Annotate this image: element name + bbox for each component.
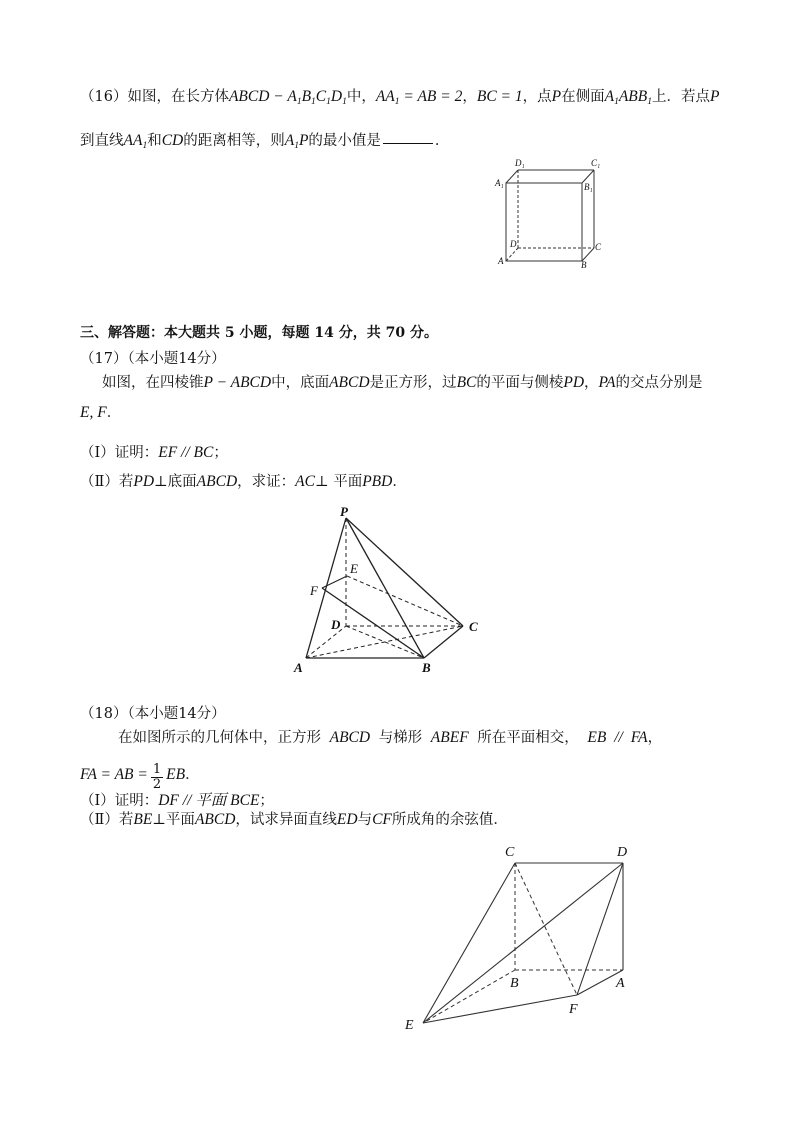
label-C: C: [505, 845, 515, 860]
q18-header: （18）（本小题14分）: [80, 706, 226, 722]
edge-fe: [322, 576, 347, 588]
label-A: A: [616, 976, 625, 991]
label-C: C: [595, 242, 602, 252]
label-B: B: [581, 260, 587, 270]
q16-cuboid-figure: [490, 158, 610, 270]
fraction-half: $\frac{1}{2}$: [152, 762, 162, 792]
label-A1: A₁: [495, 178, 504, 188]
label-C: C: [469, 619, 478, 634]
edge-a1d1: [506, 170, 518, 183]
label-P: P: [340, 504, 348, 519]
label-B: B: [422, 660, 431, 675]
q17-part2: （Ⅱ）若PD⊥底面ABCD，求证：AC⊥ 平面PBD．: [80, 473, 407, 490]
answer-blank: [383, 142, 433, 144]
q17-line1: 如图，在四棱锥P − ABCD中，底面ABCD是正方形，过BC的平面与侧棱PD，PA的交点分别是: [102, 374, 703, 391]
q18-line2: FA = AB = $\frac{1}{2}$ EB．: [80, 762, 200, 792]
label-E: E: [350, 561, 358, 576]
q17-part1: （Ⅰ）证明：EF // BC；: [80, 444, 228, 461]
q16-line2: 到直线$AA_1$和CD的距离相等，则$A_1P$的最小值是 ．: [80, 132, 450, 151]
label-D: D: [331, 617, 341, 632]
q18-part2: （Ⅱ）若BE⊥平面ABCD，试求异面直线ED与CF所成角的余弦值．: [80, 811, 508, 828]
q16-line1: （16）如图，在长方体ABCD − $A_1B_1C_1D_1$中，$AA_1$ = AB = 2，BC = 1，点P在侧面$A_1ABB_1$上．若点P: [80, 88, 720, 107]
q17-header: （17）（本小题14分）: [80, 351, 226, 367]
label-F: F: [569, 1002, 578, 1017]
section-3-header: 三、解答题：本大题共 5 小题，每题 14 分，共 70 分。: [80, 325, 438, 341]
edge-pc: [346, 518, 463, 626]
q17-pyramid-figure: [290, 505, 490, 677]
label-A: A: [498, 256, 504, 266]
label-E: E: [405, 1018, 414, 1033]
q18-line1: 在如图所示的几何体中，正方形 ABCD 与梯形 ABEF 所在平面相交， EB // FA，: [118, 729, 663, 746]
edge-de: [423, 863, 623, 1023]
edge-pb: [346, 518, 424, 658]
edge-ad-hidden: [506, 248, 518, 261]
edge-ec-hidden: [347, 576, 463, 626]
label-F: F: [310, 583, 318, 598]
label-D1: D₁: [515, 158, 525, 168]
label-A: A: [294, 660, 303, 675]
q17-line2: E, F．: [80, 404, 122, 421]
label-B1: B₁: [584, 182, 593, 192]
edge-fe: [423, 995, 577, 1023]
q18-part1: （Ⅰ）证明：DF // 平面 BCE；: [80, 792, 274, 809]
edge-cf-hidden: [515, 863, 577, 995]
q18-solid-figure: [395, 835, 645, 1035]
label-D: D: [617, 845, 628, 860]
label-D: D: [510, 239, 517, 249]
edge-bc: [424, 626, 463, 658]
label-C1: C₁: [591, 158, 601, 168]
label-B: B: [510, 976, 519, 991]
edge-ce: [423, 863, 515, 1023]
